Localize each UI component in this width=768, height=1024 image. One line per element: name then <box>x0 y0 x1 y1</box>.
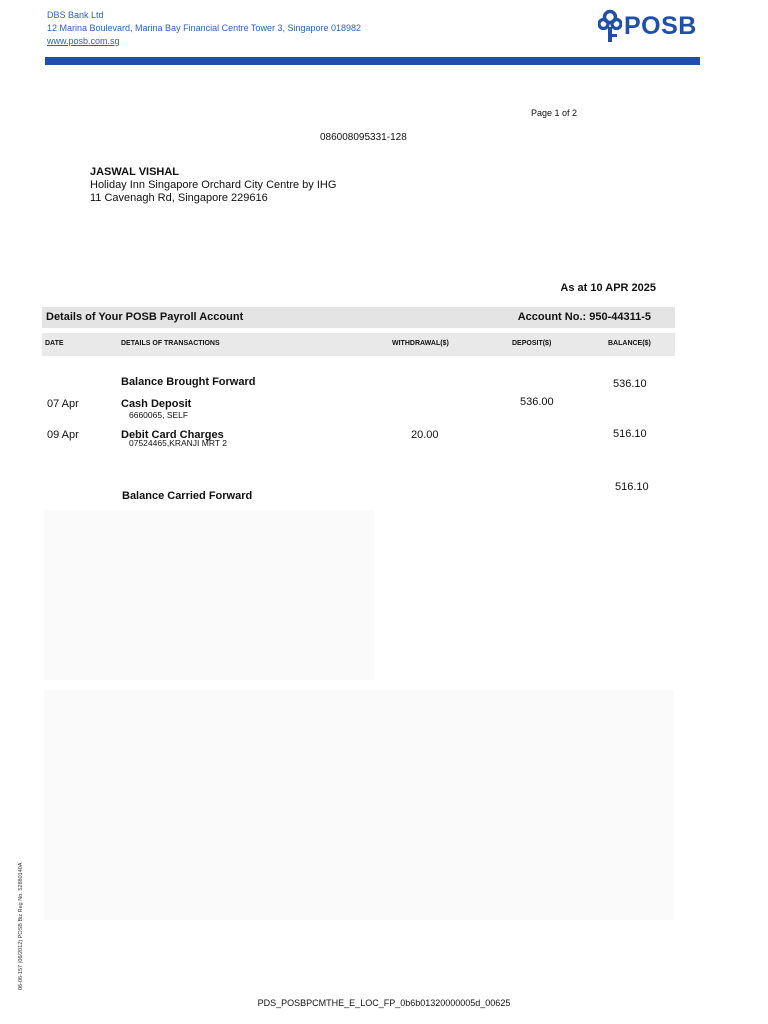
customer-name: JASWAL VISHAL <box>90 166 180 178</box>
statement-reference: 086008095331-128 <box>320 132 407 143</box>
txn-deposit: 536.00 <box>520 396 554 408</box>
col-deposit: DEPOSIT($) <box>512 340 552 347</box>
posb-logo <box>598 8 697 44</box>
customer-address-line1: Holiday Inn Singapore Orchard City Centre by IHG <box>90 179 337 191</box>
col-date: DATE <box>45 340 64 347</box>
account-number: Account No.: 950-44311-5 <box>517 311 651 323</box>
background-texture <box>44 690 674 920</box>
txn-withdrawal: 20.00 <box>411 429 439 441</box>
posb-key-icon <box>598 9 622 43</box>
customer-address-line2: 11 Cavenagh Rd, Singapore 229616 <box>90 192 268 204</box>
side-print-code: 06-06-157 (06/2012) POSB Biz Reg No. 52880140A <box>18 862 24 990</box>
customer-address-block <box>90 166 336 205</box>
account-header-bar <box>42 307 675 328</box>
txn-description: Debit Card Charges <box>121 429 224 441</box>
footer-code: PDS_POSBPCMTHE_E_LOC_FP_0b6b01320000005d_00625 <box>257 998 511 1008</box>
page-number: Page 1 of 2 <box>531 108 578 118</box>
closing-description: Balance Carried Forward <box>122 490 253 502</box>
txn-subdetail: 07524465,KRANJI MRT 2 <box>129 440 227 447</box>
txn-date: 07 Apr <box>47 398 79 410</box>
bank-info <box>47 9 361 48</box>
account-title: Details of Your POSB Payroll Account <box>46 311 244 323</box>
txn-description: Cash Deposit <box>121 398 192 410</box>
col-withdrawal: WITHDRAWAL($) <box>392 340 449 347</box>
txn-balance: 536.10 <box>613 378 647 390</box>
col-details: DETAILS OF TRANSACTIONS <box>121 340 220 347</box>
header-divider <box>45 57 700 65</box>
col-balance: BALANCE($) <box>608 340 651 347</box>
bank-name: DBS Bank Ltd <box>47 10 104 20</box>
statement-date: As at 10 APR 2025 <box>560 282 656 294</box>
txn-description: Balance Brought Forward <box>121 376 256 388</box>
background-texture <box>44 510 374 680</box>
bank-address: 12 Marina Boulevard, Marina Bay Financial Centre Tower 3, Singapore 018982 <box>47 23 362 33</box>
transactions-header <box>42 333 675 356</box>
txn-subdetail: 6660065, SELF <box>129 410 189 420</box>
txn-balance: 516.10 <box>613 428 647 440</box>
closing-balance: 516.10 <box>615 481 649 493</box>
txn-date: 09 Apr <box>47 429 79 441</box>
logo-text: POSB <box>624 11 697 40</box>
bank-website-link[interactable]: www.posb.com.sg <box>47 36 120 46</box>
